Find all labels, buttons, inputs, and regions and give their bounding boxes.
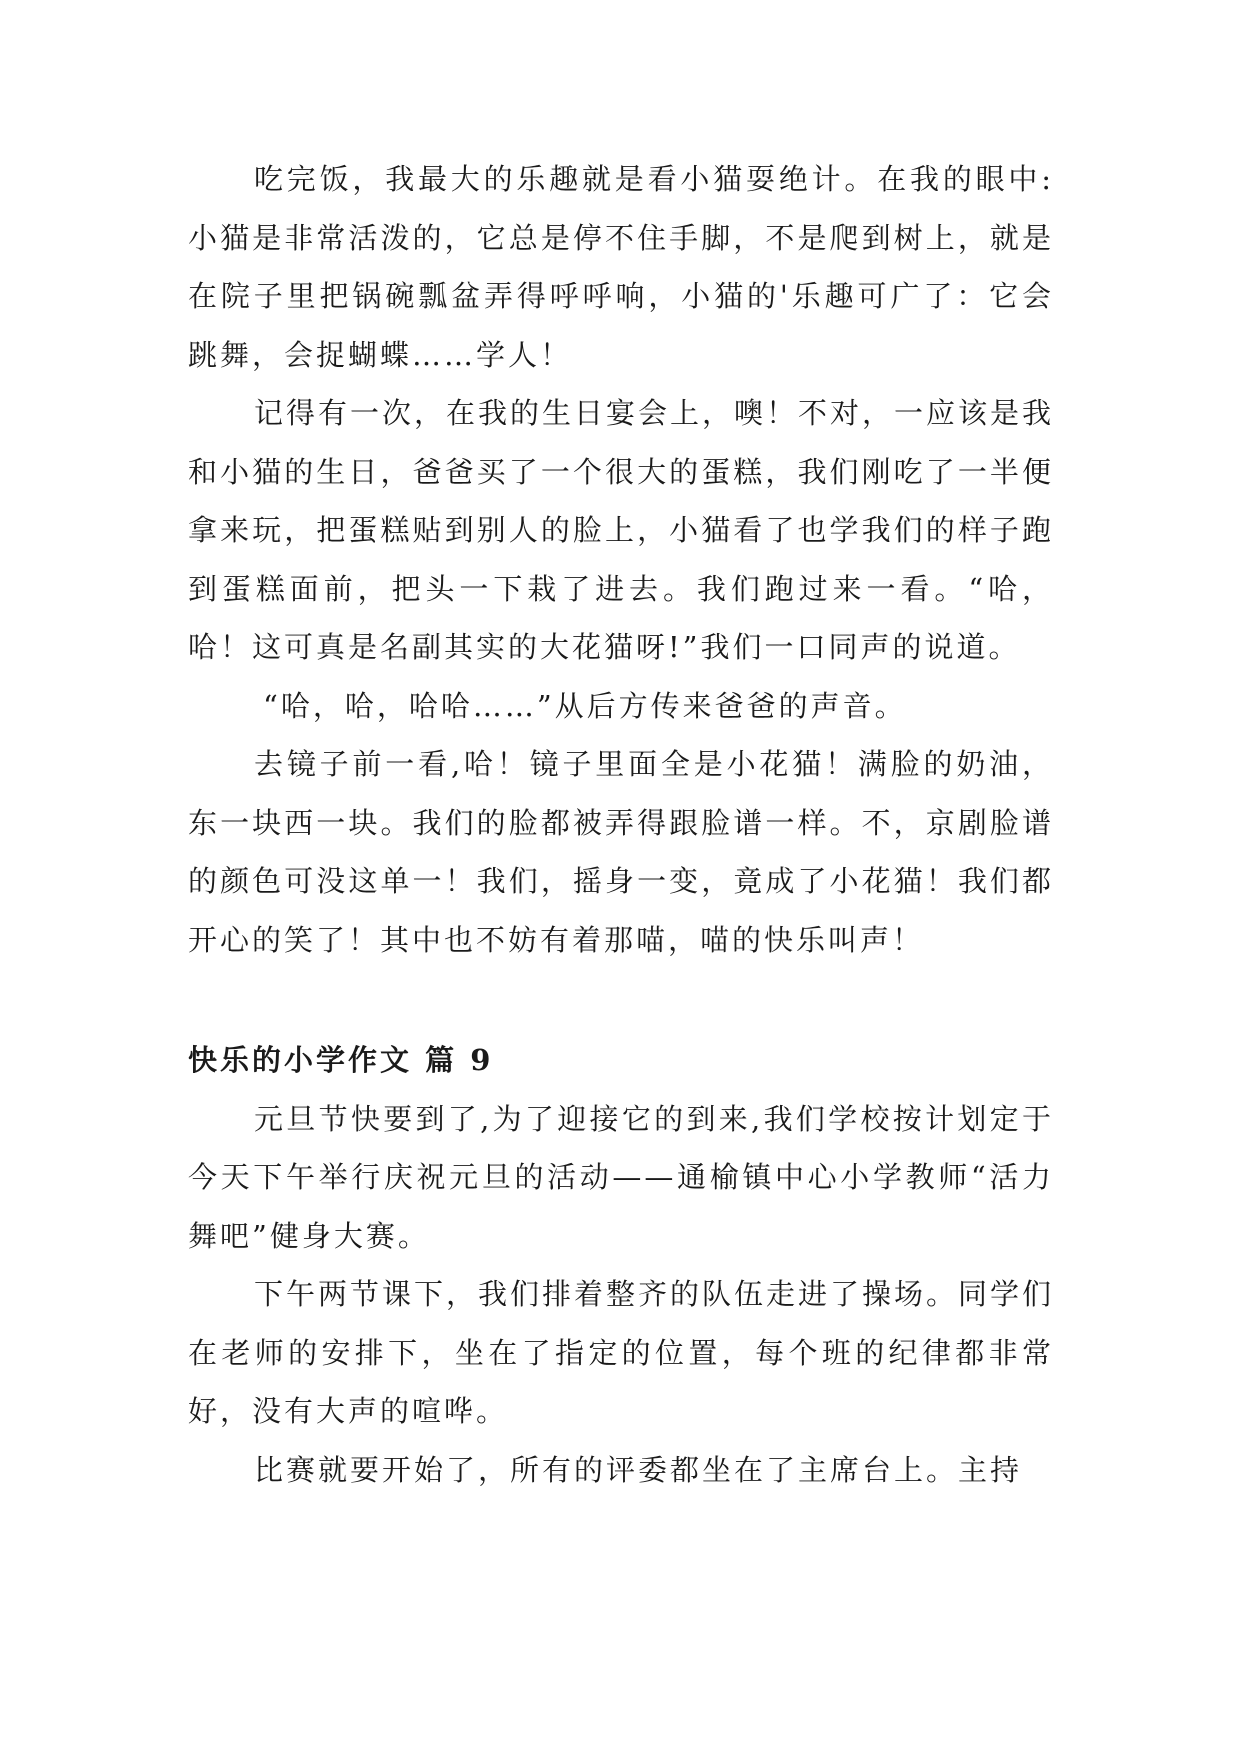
- paragraph-father-laugh: “哈，哈，哈哈……”从后方传来爸爸的声音。: [263, 688, 907, 723]
- paragraph-new-year: 元旦节快要到了,为了迎接它的到来,我们学校按计划定于今天下午举行庆祝元旦的活动——通榆镇中心小学教师“活力舞吧”健身大赛。: [188, 1101, 1054, 1253]
- document-page: [188, 150, 1054, 1499]
- paragraph-birthday-party: 记得有一次，在我的生日宴会上，噢！不对，一应该是我和小猫的生日，爸爸买了一个很大的蛋糕，我们刚吃了一半便拿来玩，把蛋糕贴到别人的脸上，小猫看了也学我们的样子跑到蛋糕面前，把头一下栽了进去。我们跑过来一看。“哈，哈！这可真是名副其实的大花猫呀!”我们一口同声的说道。: [188, 396, 1055, 664]
- paragraph-playground: 下午两节课下，我们排着整齐的队伍走进了操场。同学们在老师的安排下，坐在了指定的位置，每个班的纪律都非常好，没有大声的喧哗。: [188, 1277, 1055, 1428]
- paragraph-mirror: 去镜子前一看,哈！镜子里面全是小花猫！满脸的奶油，东一块西一块。我们的脸都被弄得跟脸谱一样。不，京剧脸谱的颜色可没这单一！我们，摇身一变，竟成了小花猫！我们都开心的笑了！其中也不妨有着那喵，喵的快乐叫声！: [188, 747, 1054, 957]
- paragraph-kitten-fun: 吃完饭，我最大的乐趣就是看小猫耍绝计。在我的眼中:小猫是非常活泼的，它总是停不住手脚，不是爬到树上，就是在院子里把锅碗瓢盆弄得呼呼响，小猫的'乐趣可广了：它会跳舞，会捉蝴蝶……学人！: [188, 162, 1054, 372]
- section-title: 快乐的小学作文 篇 9: [188, 1043, 494, 1077]
- paragraph-competition-start: 比赛就要开始了，所有的评委都坐在了主席台上。主持: [254, 1452, 1023, 1487]
